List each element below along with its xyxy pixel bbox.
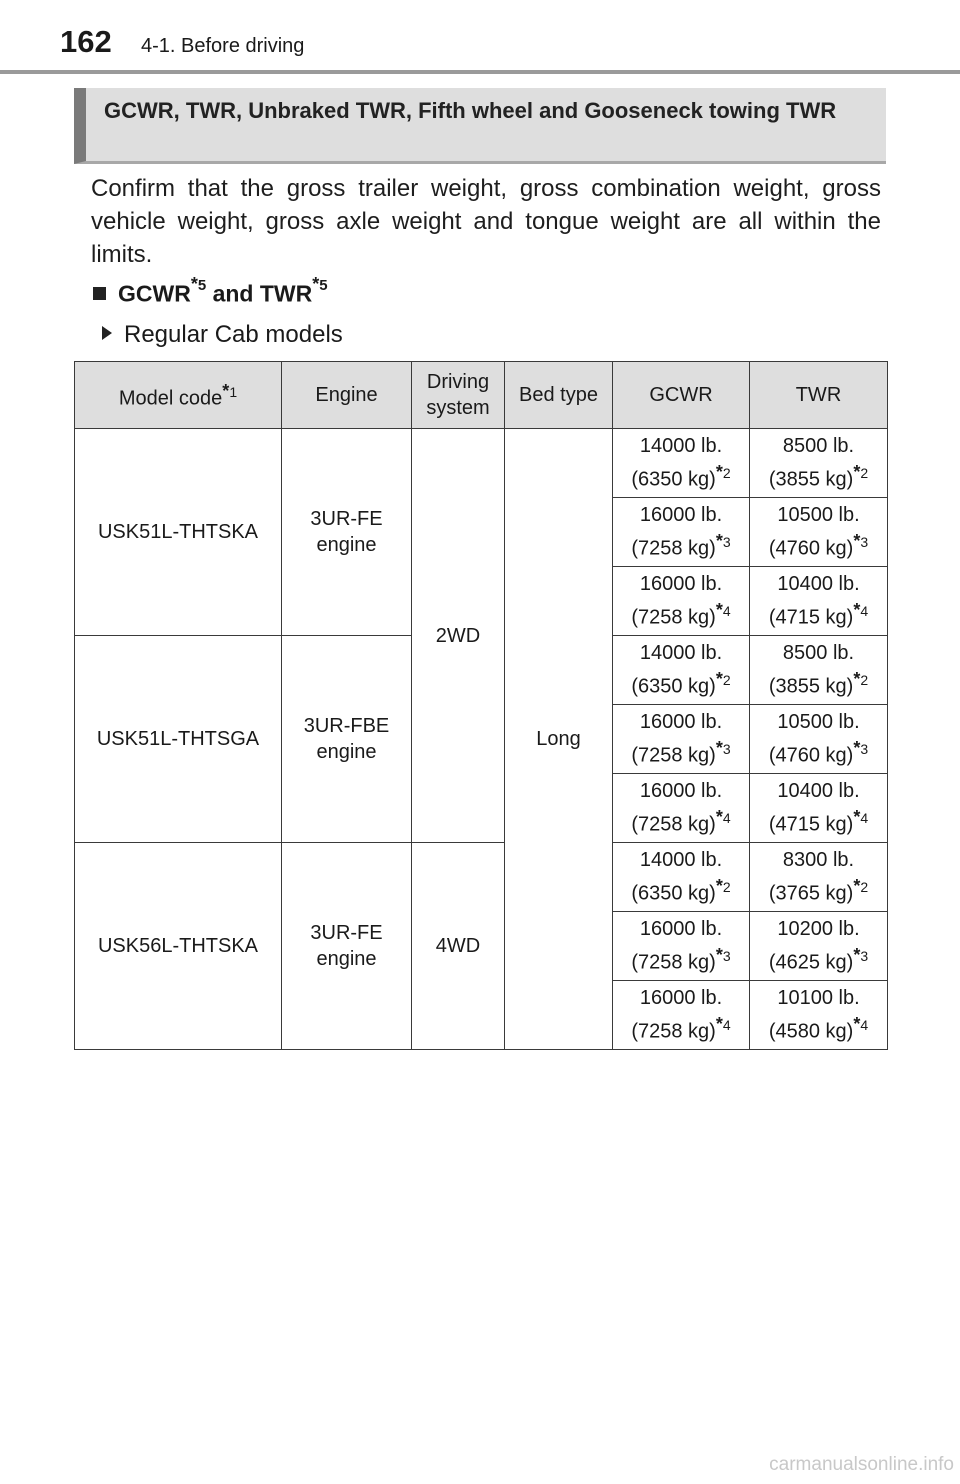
bed-type-cell: Long — [505, 429, 613, 1050]
driving-system-cell: 2WD — [412, 429, 505, 843]
subheading — [93, 274, 328, 308]
twr-cell: 10100 lb. (4580 kg)$^{*4}$ — [750, 981, 888, 1050]
section-breadcrumb: 4-1. Before driving — [141, 35, 305, 57]
model-code-cell: USK56L-THTSKA — [75, 843, 282, 1050]
twr-cell: 8300 lb. (3765 kg)$^{*2}$ — [750, 843, 888, 912]
section-title-box — [74, 88, 886, 164]
col-header-bed-type: Bed type — [505, 362, 613, 429]
table-header-row — [75, 362, 888, 429]
gcwr-cell: 14000 lb. (6350 kg)$^{*2}$ — [613, 843, 750, 912]
gcwr-cell: 16000 lb. (7258 kg)$^{*3}$ — [613, 498, 750, 567]
col-header-gcwr: GCWR — [613, 362, 750, 429]
gcwr-cell: 16000 lb. (7258 kg)$^{*3}$ — [613, 912, 750, 981]
gcwr-cell: 14000 lb. (6350 kg)$^{*2}$ — [613, 636, 750, 705]
watermark: carmanualsonline.info — [769, 1454, 954, 1475]
col-header-model-code: Model code$^{*1}$ — [75, 362, 282, 429]
engine-cell: 3UR-FE engine — [282, 843, 412, 1050]
col-header-driving-system: Driving system — [412, 362, 505, 429]
bullet-label: Regular Cab models — [124, 321, 343, 348]
twr-cell: 8500 lb. (3855 kg)$^{*2}$ — [750, 636, 888, 705]
section-title: GCWR, TWR, Unbraked TWR, Fifth wheel and Gooseneck towing TWR — [104, 98, 837, 123]
twr-cell: 10400 lb. (4715 kg)$^{*4}$ — [750, 774, 888, 843]
engine-cell: 3UR-FE engine — [282, 429, 412, 636]
towing-capacity-table — [74, 361, 888, 1050]
model-code-cell: USK51L-THTSKA — [75, 429, 282, 636]
col-header-twr: TWR — [750, 362, 888, 429]
table-row — [75, 429, 888, 498]
page-number: 162 — [60, 24, 112, 59]
subheading-gcwr: GCWR — [118, 280, 191, 307]
header-divider — [0, 70, 960, 74]
gcwr-cell: 16000 lb. (7258 kg)$^{*4}$ — [613, 981, 750, 1050]
twr-cell: 10400 lb. (4715 kg)$^{*4}$ — [750, 567, 888, 636]
bullet-item — [102, 321, 343, 349]
twr-cell: 10500 lb. (4760 kg)$^{*3}$ — [750, 498, 888, 567]
twr-cell: 8500 lb. (3855 kg)$^{*2}$ — [750, 429, 888, 498]
intro-paragraph: Confirm that the gross trailer weight, gross combination weight, gross vehicle weight, gross axle weight and tongue weight are all within the limits. — [91, 175, 881, 268]
gcwr-cell: 14000 lb. (6350 kg)$^{*2}$ — [613, 429, 750, 498]
engine-cell: 3UR-FBE engine — [282, 636, 412, 843]
gcwr-cell: 16000 lb. (7258 kg)$^{*3}$ — [613, 705, 750, 774]
gcwr-cell: 16000 lb. (7258 kg)$^{*4}$ — [613, 774, 750, 843]
gcwr-cell: 16000 lb. (7258 kg)$^{*4}$ — [613, 567, 750, 636]
footnote-mark: *5 — [312, 274, 328, 294]
table-row — [75, 843, 888, 912]
triangle-bullet-icon — [102, 326, 112, 340]
col-header-engine: Engine — [282, 362, 412, 429]
footnote-mark: *5 — [190, 274, 207, 294]
twr-cell: 10500 lb. (4760 kg)$^{*3}$ — [750, 705, 888, 774]
subheading-and-twr: and TWR — [206, 280, 313, 307]
twr-cell: 10200 lb. (4625 kg)$^{*3}$ — [750, 912, 888, 981]
driving-system-cell: 4WD — [412, 843, 505, 1050]
square-bullet-icon — [93, 287, 106, 300]
model-code-cell: USK51L-THTSGA — [75, 636, 282, 843]
footnote-mark: *1 — [222, 381, 238, 402]
